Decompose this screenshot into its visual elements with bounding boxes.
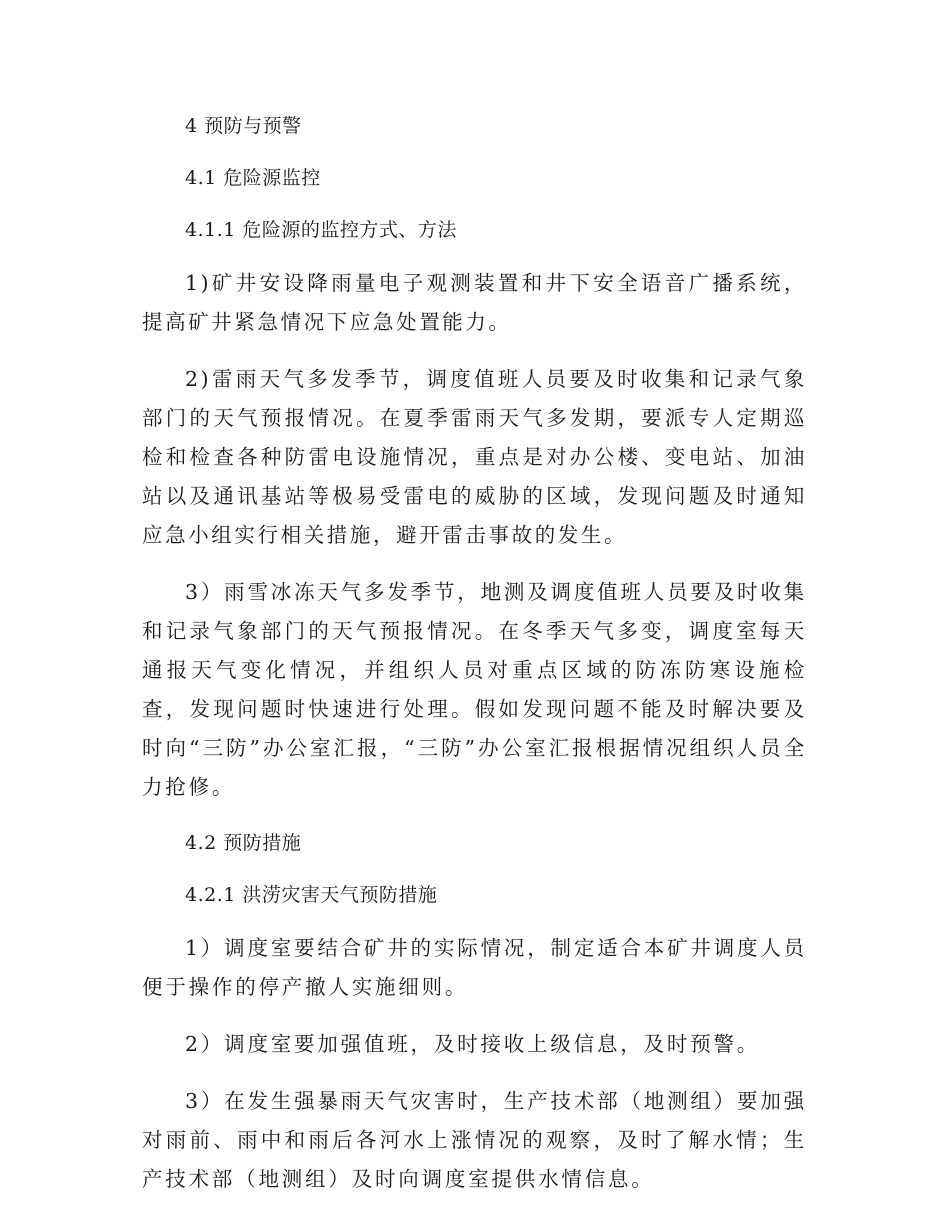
- paragraph-monitoring-1: 1)矿井安设降雨量电子观测装置和井下安全语音广播系统，提高矿井紧急情况下应急处置能力。: [142, 271, 807, 334]
- paragraph-prevention-1: 1）调度室要结合矿井的实际情况，制定适合本矿井调度人员便于操作的停产撤人实施细则。: [142, 936, 807, 999]
- section-heading-4: 4 预防与预警: [185, 115, 302, 137]
- paragraph-prevention-2: 2）调度室要加强值班，及时接收上级信息，及时预警。: [185, 1032, 761, 1056]
- paragraph-monitoring-3: 3）雨雪冰冻天气多发季节，地测及调度值班人员要及时收集和记录气象部门的天气预报情况。在冬季天气多变，调度室每天通报天气变化情况，并组织人员对重点区域的防冻防寒设施检查，发现问题时快速进行处理。假如发现问题不能及时解决要及时向“三防”办公室汇报，“三防”办公室汇报根据情况组织人员全力抢修。: [142, 580, 807, 799]
- document-body: [142, 108, 807, 1217]
- section-heading-4-1-1: 4.1.1 危险源的监控方式、方法: [185, 219, 457, 241]
- section-heading-4-1: 4.1 危险源监控: [185, 167, 321, 189]
- paragraph-monitoring-2: 2)雷雨天气多发季节，调度值班人员要及时收集和记录气象部门的天气预报情况。在夏季雷雨天气多发期，要派专人定期巡检和检查各种防雷电设施情况，重点是对办公楼、变电站、加油站以及通讯基站等极易受雷电的威胁的区域，发现问题及时通知应急小组实行相关措施，避开雷击事故的发生。: [142, 367, 807, 547]
- section-heading-4-2-1: 4.2.1 洪涝灾害天气预防措施: [185, 884, 438, 906]
- section-heading-4-2: 4.2 预防措施: [185, 832, 302, 854]
- paragraph-prevention-3: 3）在发生强暴雨天气灾害时，生产技术部（地测组）要加强对雨前、雨中和雨后各河水上涨情况的观察，及时了解水情；生产技术部（地测组）及时向调度室提供水情信息。: [142, 1089, 807, 1191]
